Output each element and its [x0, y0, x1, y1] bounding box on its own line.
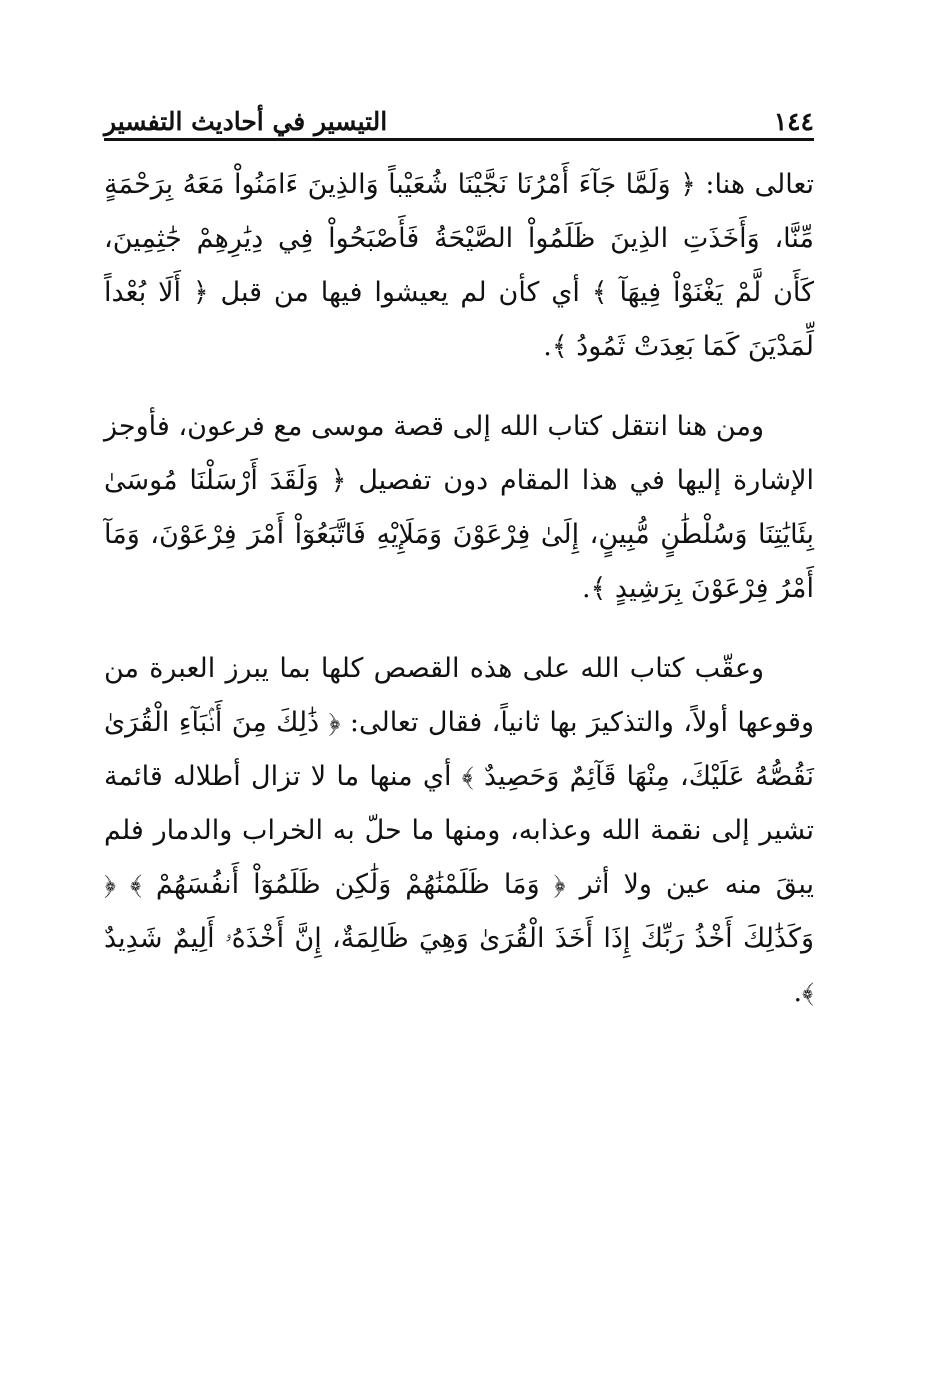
- header-divider: [104, 138, 814, 141]
- paragraph: وعقّب كتاب الله على هذه القصص كلها بما يبرز العبرة من وقوعها أولاً، والتذكيرَ بها ثانياً، فقال تعالى: ﴿ ذَٰلِكَ مِنَ أَنۢبَآءِ الْقُرَىٰ نَقُصُّهُ عَلَيْكَ، مِنْهَا قَآئِمٌ وَحَصِيدٌ ﴾ أي منها ما لا تزال أطلاله قائمة تشير إلى نقمة الله وعذابه، ومنها ما حلّ به الخراب والدمار فلم يبقَ منه عين ولا أثر ﴿ وَمَا ظَلَمْنَٰهُمْ وَلَٰكِن ظَلَمُوٓاْ أَنفُسَهُمْ ﴾ ﴿ وَكَذَٰلِكَ أَخْذُ رَبِّكَ إِذَا أَخَذَ الْقُرَىٰ وَهِيَ ظَالِمَةٌ، إِنَّ أَخْذَهُۥ أَلِيمٌ شَدِيدٌ ﴾.: [104, 653, 814, 1008]
- book-title: التيسير في أحاديث التفسير: [104, 107, 388, 136]
- page-number: ١٤٤: [773, 107, 814, 136]
- paragraph: تعالى هنا: ﴿ وَلَمَّا جَآءَ أَمْرُنَا نَجَّيْنَا شُعَيْباً وَالذِينَ ءَامَنُواْ مَعَهُ بِرَحْمَةٍ مِّنَّا، وَأَخَذَتِ الذِينَ ظَلَمُواْ الصَّيْحَةُ فَأَصْبَحُواْ فِي دِيَٰرِهِمْ جَٰثِمِينَ، كَأَن لَّمْ يَغْنَوْاْ فِيهَآ ﴾ أي كأن لم يعيشوا فيها من قبل ﴿ أَلَا بُعْداً لِّمَدْيَنَ كَمَا بَعِدَتْ ثَمُودُ ﴾.: [104, 169, 814, 362]
- page-body: [104, 158, 814, 1020]
- paragraph: ومن هنا انتقل كتاب الله إلى قصة موسى مع فرعون، فأوجز الإشارة إليها في هذا المقام دون تفصيل ﴿ وَلَقَدَ أَرْسَلْنَا مُوسَىٰ بِئَايَٰتِنَا وَسُلْطَٰنٍ مُّبِينٍ، إِلَىٰ فِرْعَوْنَ وَمَلَإِيْهِ فَاتَّبَعُوٓاْ أَمْرَ فِرْعَوْنَ، وَمَآ أَمْرُ فِرْعَوْنَ بِرَشِيدٍ ﴾.: [104, 411, 814, 604]
- running-header: [104, 96, 814, 136]
